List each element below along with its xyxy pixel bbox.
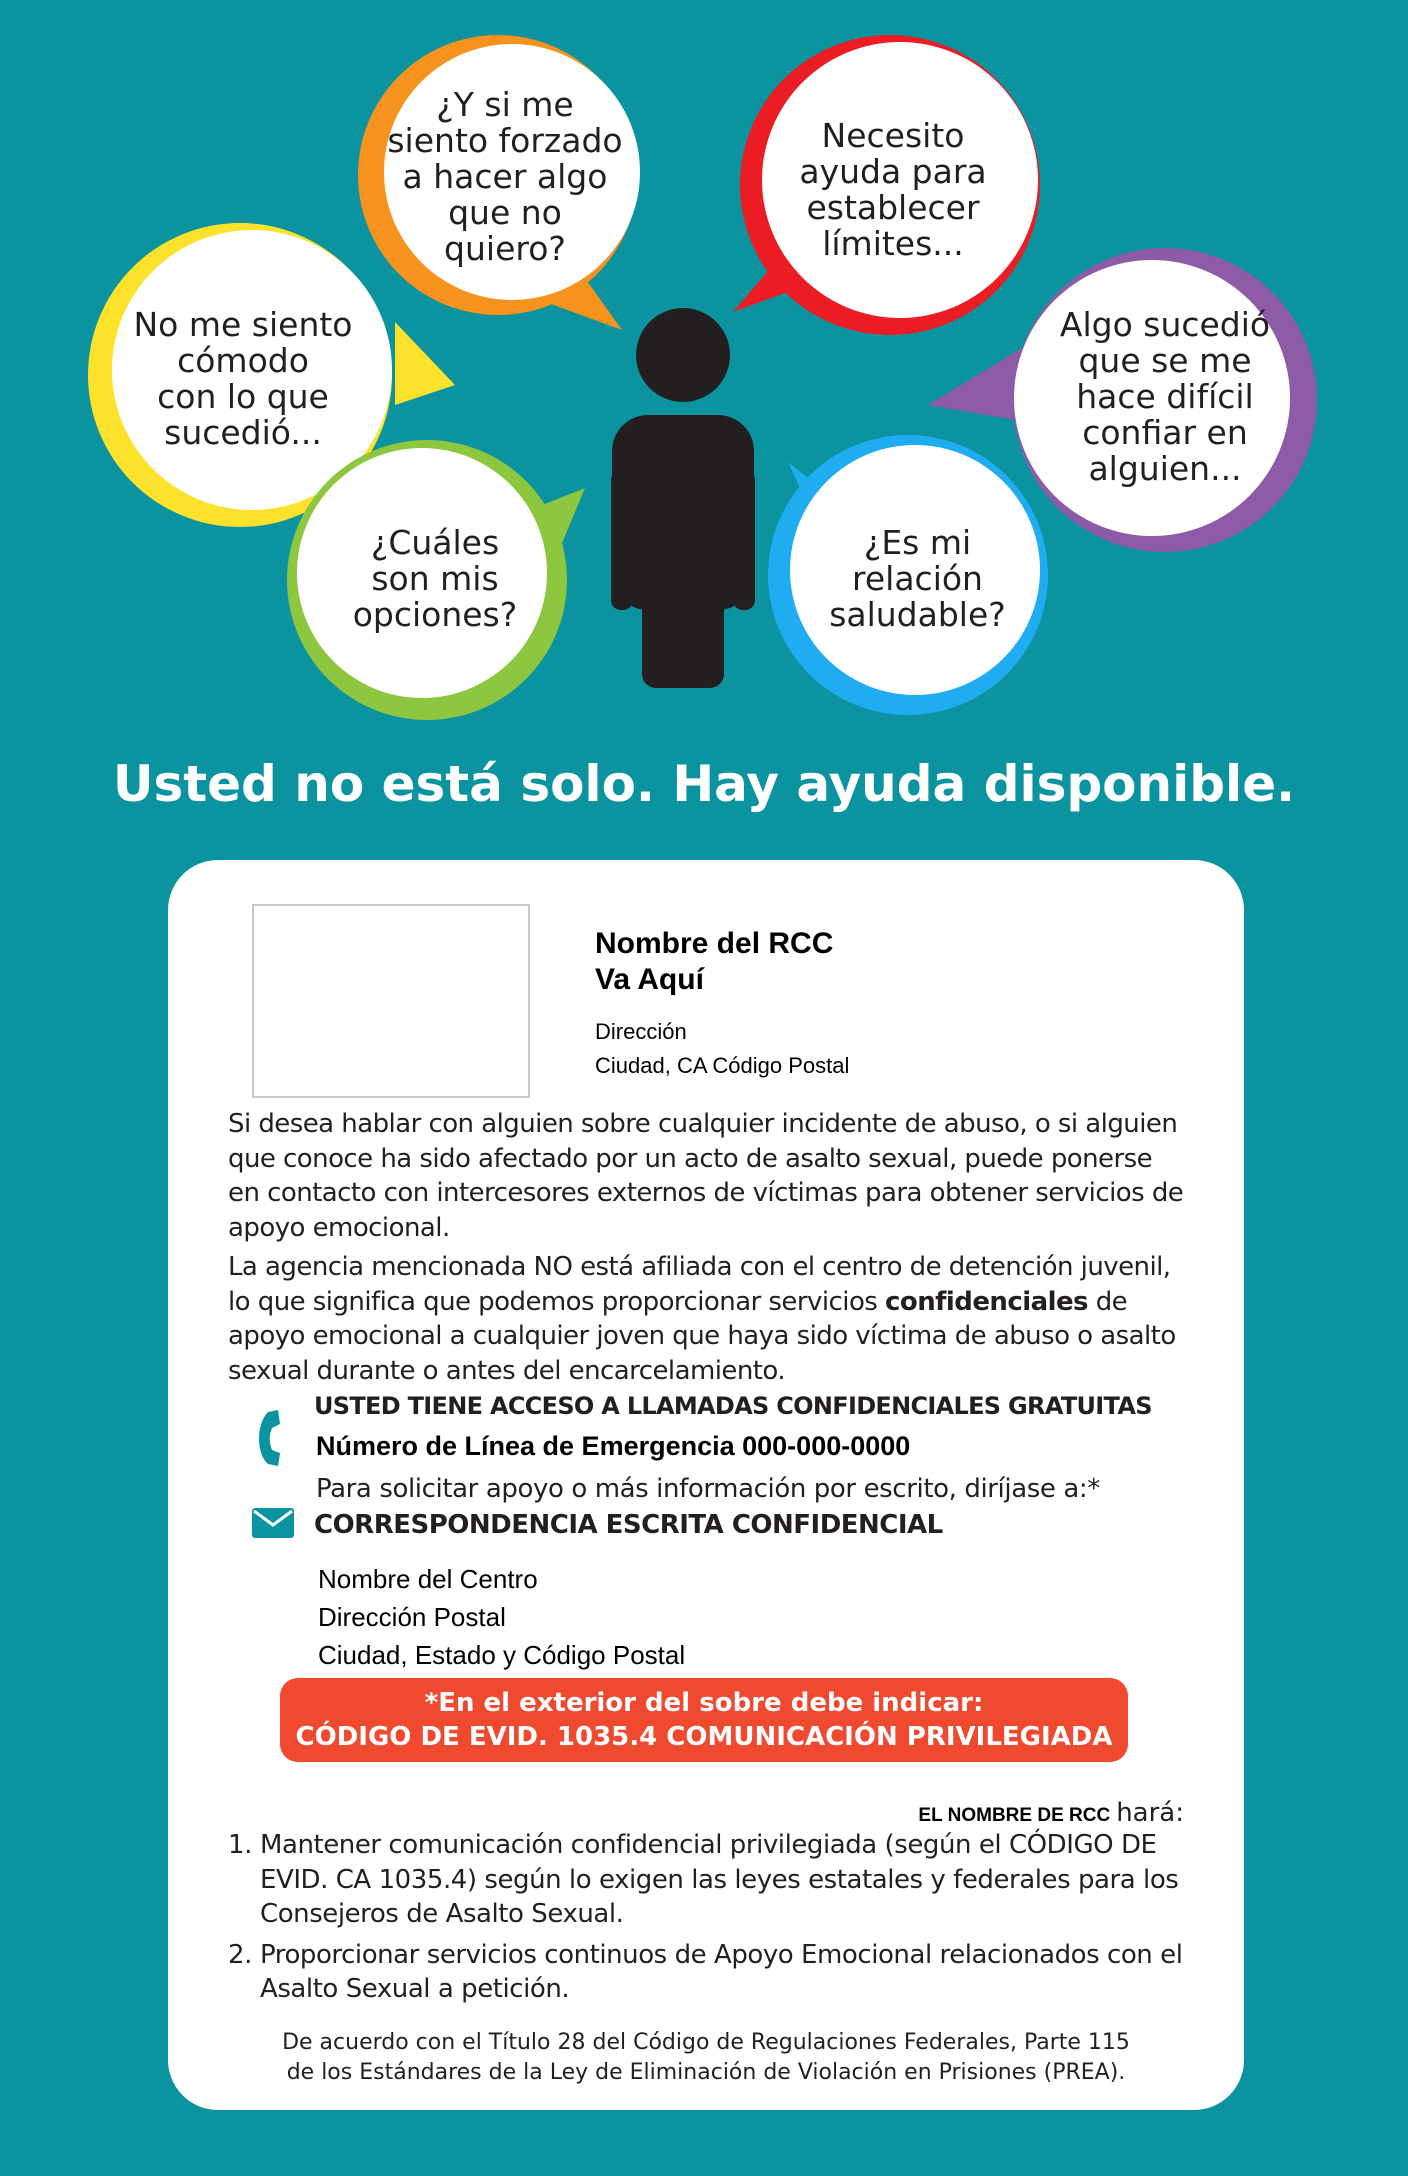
footer-line: De acuerdo con el Título 28 del Código de Regulaciones Federales, Parte 115 — [282, 2030, 1130, 2055]
bubble-line: con lo que — [157, 377, 329, 416]
bubble-line: ¿Y si me — [436, 85, 574, 124]
bubble-line: ¿Cuáles — [370, 523, 500, 562]
rcc-name — [595, 926, 833, 998]
list-number: 2. — [228, 1939, 252, 1970]
rcc-name-line: Nombre del RCC — [595, 927, 834, 960]
agency-text: de apoyo emocional a cualquier joven que haya sido víctima de abuso o asalto sexual durante o antes del encarcelamiento. — [228, 1286, 1176, 1386]
notice-line: *En el exterior del sobre debe indicar: — [424, 1688, 984, 1718]
bubble-text-relationship — [815, 525, 1020, 633]
bubble-line: hace difícil — [1076, 377, 1254, 416]
bubble-line: opciones? — [352, 595, 518, 634]
bubble-line: son mis — [371, 559, 499, 598]
bubble-text-forced — [375, 87, 635, 267]
envelope-notice — [280, 1678, 1128, 1762]
bubble-line: relación — [852, 559, 983, 598]
bubble-text-limits — [780, 118, 1006, 262]
rcc-name-line: Va Aquí — [595, 963, 704, 996]
footer-note — [168, 2028, 1244, 2088]
center-address-line: Ciudad, Estado y Código Postal — [318, 1640, 686, 1670]
rcc-address-line: Ciudad, CA Código Postal — [595, 1053, 850, 1078]
list-item — [228, 1938, 1188, 2007]
list-item — [228, 1828, 1188, 1932]
rcc-address — [595, 1015, 849, 1083]
bubble-text-trust — [1035, 307, 1295, 487]
logo-placeholder — [252, 904, 530, 1098]
phone-icon — [254, 1408, 288, 1468]
agency-paragraph — [228, 1250, 1188, 1388]
bubble-text-options — [325, 525, 545, 633]
info-card — [168, 860, 1244, 2110]
bubble-line: quiero? — [444, 229, 566, 268]
mail-heading: CORRESPONDENCIA ESCRITA CONFIDENCIAL — [314, 1510, 943, 1540]
bubble-line: ayuda para — [799, 152, 987, 191]
rcc-will-line — [918, 1798, 1184, 1828]
bubble-line: a hacer algo — [402, 157, 608, 196]
agency-bold: confidenciales — [885, 1286, 1088, 1317]
intro-paragraph: Si desea hablar con alguien sobre cualquier incidente de abuso, o si alguien que conoce ha sido afectado por un acto de asalto sexual, puede ponerse en contacto con intercesores externos de víctimas para obtener servicios de apoyo emocional. — [228, 1109, 1184, 1243]
bubble-line: que se me — [1078, 341, 1252, 380]
headline: Usted no está solo. Hay ayuda disponible. — [112, 755, 1296, 813]
list-text: Mantener comunicación confidencial privilegiada (según el CÓDIGO DE EVID. CA 1035.4) según lo exigen las leyes estatales y federales para los Consejeros de Asalto Sexual. — [260, 1830, 1179, 1929]
rcc-address-line: Dirección — [595, 1019, 687, 1044]
hotline-number: Número de Línea de Emergencia 000-000-0000 — [316, 1431, 911, 1461]
list-number: 1. — [228, 1830, 252, 1860]
bubble-line: Algo sucedió — [1059, 305, 1271, 344]
notice-line: CÓDIGO DE EVID. 1035.4 COMUNICACIÓN PRIVILEGIADA — [295, 1722, 1113, 1752]
bubble-line: sucedió... — [164, 413, 322, 452]
bubble-line: Necesito — [821, 116, 965, 155]
duties-list — [228, 1828, 1188, 2013]
bubble-line: ¿Es mi — [863, 523, 972, 562]
write-intro: Para solicitar apoyo o más información por escrito, diríjase a:* — [316, 1474, 1100, 1504]
envelope-icon — [252, 1508, 294, 1538]
center-address — [318, 1560, 685, 1674]
center-address-line: Dirección Postal — [318, 1602, 506, 1632]
bubble-line: No me siento — [133, 305, 353, 344]
bubble-line: siento forzado — [387, 121, 623, 160]
footer-line: de los Estándares de la Ley de Eliminación de Violación en Prisiones (PREA). — [286, 2060, 1126, 2085]
person-icon — [611, 308, 755, 688]
list-text: Proporcionar servicios continuos de Apoyo Emocional relacionados con el Asalto Sexual a petición. — [260, 1939, 1183, 2004]
bubble-line: establecer — [806, 188, 980, 227]
bubble-line: cómodo — [177, 341, 309, 380]
calls-heading: USTED TIENE ACCESO A LLAMADAS CONFIDENCIALES GRATUITAS — [314, 1392, 1152, 1420]
agency-text: La agencia mencionada NO está afiliada con el centro de detención juvenil, lo que significa que podemos proporcionar servicios — [228, 1252, 1171, 1317]
rcc-will-label: EL NOMBRE DE RCC — [918, 1805, 1111, 1826]
bubble-line: que no — [448, 193, 562, 232]
bubble-line: confiar en — [1082, 413, 1248, 452]
bubble-text-uncomfortable — [112, 307, 374, 451]
center-address-line: Nombre del Centro — [318, 1564, 538, 1594]
rcc-will-suffix: hará: — [1116, 1798, 1184, 1828]
bubble-line: saludable? — [829, 595, 1006, 634]
bubble-line: límites... — [822, 224, 964, 263]
bubble-line: alguien... — [1088, 449, 1242, 488]
